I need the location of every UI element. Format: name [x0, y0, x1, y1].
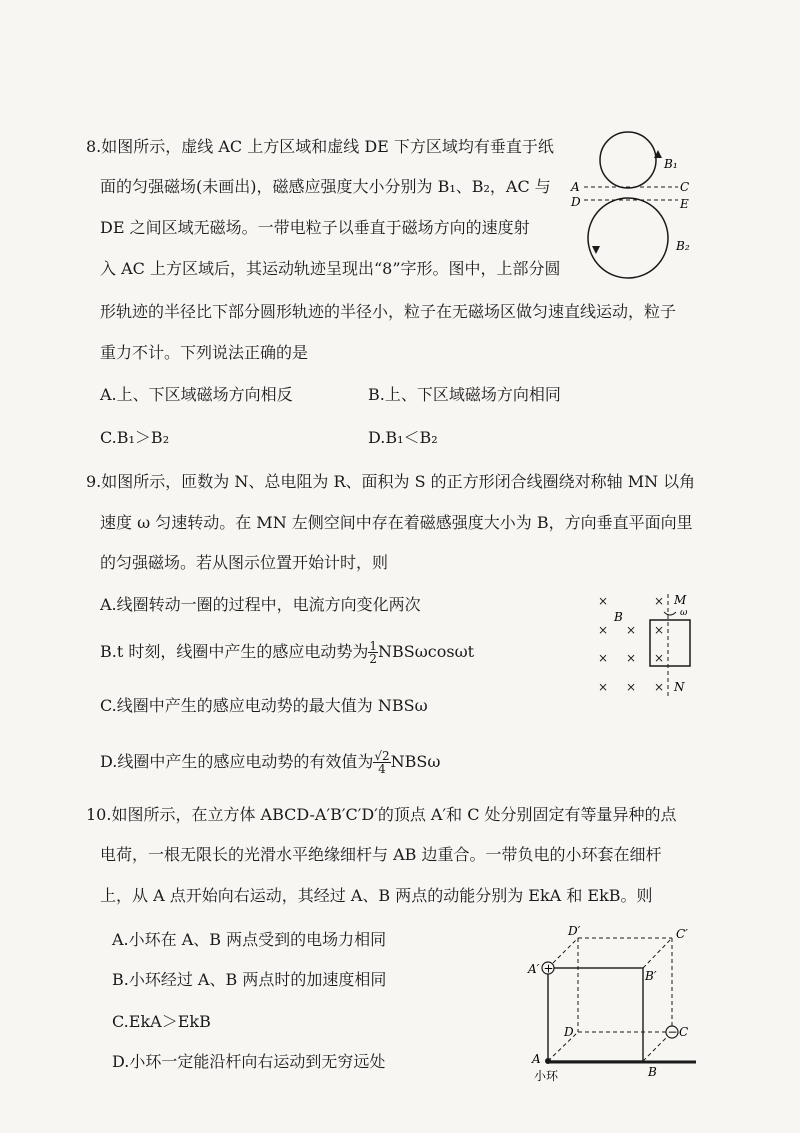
- q9-line-1: 9.如图所示，匝数为 N、总电阻为 R、面积为 S 的正方形闭合线圈绕对称轴 MN 以角: [86, 472, 696, 491]
- label-w: ω: [680, 608, 688, 618]
- cross-icon: ×: [626, 680, 637, 694]
- label-c: C: [680, 180, 690, 194]
- label-d: D: [564, 1025, 574, 1039]
- fraction-numerator: √2: [374, 749, 390, 763]
- q9-rotating-coil-figure: [592, 590, 702, 702]
- q8-figure-eight-trajectory: [566, 128, 706, 288]
- cube-front-face: [548, 968, 643, 1061]
- cross-icon: ×: [626, 623, 637, 637]
- q9-line-2: 速度 ω 匀速转动。在 MN 左侧空间中存在着磁感强度大小为 B，方向垂直平面向里: [100, 513, 693, 532]
- q8-line-4: 入 AC 上方区域后，其运动轨迹呈现出“8”字形。图中，上部分圆: [100, 259, 561, 278]
- label-d: D: [571, 195, 581, 209]
- q8-line-5: 形轨迹的半径比下部分圆形轨迹的半径小，粒子在无磁场区做匀速直线运动，粒子: [100, 302, 677, 321]
- q8-option-d: D.B₁＜B₂: [368, 428, 438, 447]
- q10-cube-figure: [524, 922, 700, 1084]
- q8-line-3: DE 之间区域无磁场。一带电粒子以垂直于磁场方向的速度射: [100, 218, 530, 237]
- label-a: A: [532, 1052, 541, 1066]
- label-b1: B₁: [664, 157, 678, 171]
- q10-option-c: C.EkA＞EkB: [112, 1012, 211, 1031]
- cross-icon: ×: [654, 623, 665, 637]
- label-a: A: [571, 180, 580, 194]
- q8-line-2: 面的匀强磁场(未画出)，磁感应强度大小分别为 B₁、B₂，AC 与: [100, 177, 551, 196]
- upper-circle-path: [600, 132, 656, 188]
- label-b1: B′: [645, 969, 657, 983]
- q8-option-b: B.上、下区域磁场方向相同: [368, 385, 561, 404]
- rotation-arrow-icon: [664, 612, 676, 615]
- q9-option-c: C.线圈中产生的感应电动势的最大值为 NBSω: [100, 696, 428, 715]
- cross-icon: ×: [654, 651, 665, 665]
- cross-icon: ×: [598, 594, 609, 608]
- fraction-denominator: 2: [369, 652, 378, 666]
- q8-option-a: A.上、下区域磁场方向相反: [100, 385, 293, 404]
- q9-option-d-tail: NBSω: [390, 752, 441, 771]
- q9-option-d-fraction: [373, 750, 390, 775]
- q9-option-b-tail: NBSωcosωt: [378, 642, 475, 661]
- cross-icon: ×: [598, 651, 609, 665]
- q8-line-1: 8.如图所示，虚线 AC 上方区域和虚线 DE 下方区域均有垂直于纸: [86, 137, 554, 156]
- q9-option-b-text: B.t 时刻，线圈中产生的感应电动势为: [100, 642, 369, 661]
- magnetic-field-crosses: [598, 594, 664, 694]
- q10-option-a: A.小环在 A、B 两点受到的电场力相同: [112, 930, 387, 949]
- edge-b1-c1: [643, 938, 672, 968]
- q10-line-1: 10.如图所示，在立方体 ABCD-A′B′C′D′的顶点 A′和 C 处分别固定有等量异种的点: [86, 805, 677, 824]
- label-m: M: [674, 593, 687, 607]
- label-n: N: [674, 680, 685, 694]
- label-d1: D′: [568, 924, 581, 938]
- fraction-numerator: 1: [369, 639, 378, 653]
- charge-minus-sign: −: [667, 1025, 678, 1039]
- q9-option-b: [100, 640, 474, 665]
- label-c1: C′: [676, 927, 688, 941]
- q10-line-2: 电荷，一根无限长的光滑水平绝缘细杆与 AB 边重合。一带负电的小环套在细杆: [100, 845, 662, 864]
- label-b: B: [614, 610, 623, 624]
- q8-line-6: 重力不计。下列说法正确的是: [100, 343, 309, 362]
- label-a1: A′: [528, 962, 540, 976]
- lower-circle-path: [588, 198, 668, 278]
- cross-icon: ×: [654, 680, 665, 694]
- q9-line-3: 的匀强磁场。若从图示位置开始计时，则: [100, 553, 389, 572]
- q9-option-b-fraction: [368, 640, 378, 665]
- ring-icon: [545, 1058, 551, 1064]
- arrow-lower-icon: [592, 246, 600, 254]
- ring-label: 小环: [534, 1069, 559, 1083]
- fraction-denominator: 4: [378, 762, 386, 776]
- cross-icon: ×: [654, 594, 665, 608]
- q10-option-b: B.小环经过 A、B 两点时的加速度相同: [112, 970, 387, 989]
- cross-icon: ×: [598, 680, 609, 694]
- label-e: E: [680, 197, 689, 211]
- q9-option-d: [100, 750, 440, 775]
- charge-plus-sign: +: [543, 961, 554, 976]
- label-c: C: [679, 1025, 689, 1039]
- label-b: B: [648, 1065, 657, 1079]
- label-b2: B₂: [676, 239, 690, 253]
- q9-option-d-text: D.线圈中产生的感应电动势的有效值为: [100, 752, 374, 771]
- cross-icon: ×: [598, 623, 609, 637]
- q8-option-c: C.B₁＞B₂: [100, 428, 170, 447]
- q10-option-d: D.小环一定能沿杆向右运动到无穷远处: [112, 1052, 386, 1071]
- q9-option-a: A.线圈转动一圈的过程中，电流方向变化两次: [100, 595, 421, 614]
- cross-icon: ×: [626, 651, 637, 665]
- q10-line-3: 上，从 A 点开始向右运动，其经过 A、B 两点的动能分别为 EkA 和 EkB。则: [100, 886, 653, 905]
